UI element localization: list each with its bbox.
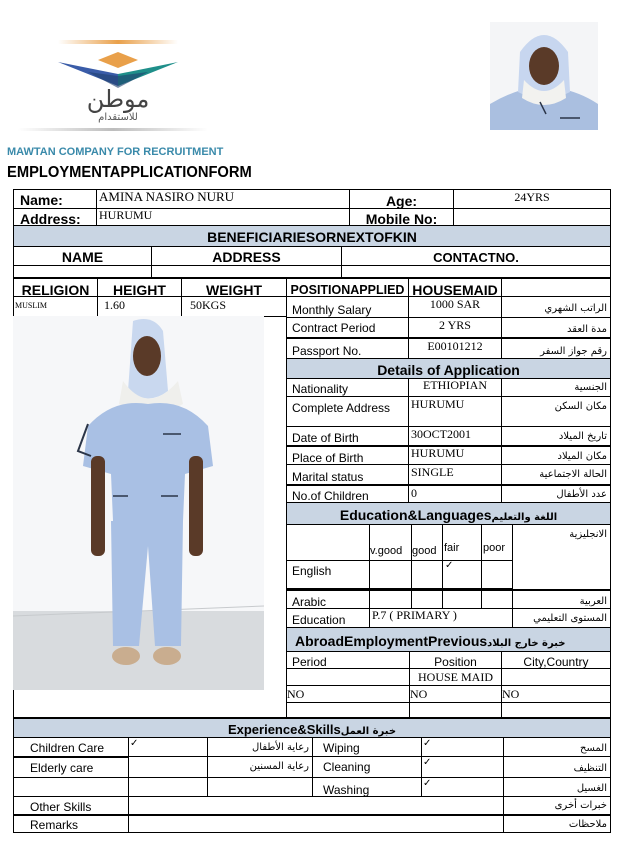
passport-arabic: رقم جواز السفر <box>501 337 611 359</box>
level-fair-header: fair <box>442 524 482 561</box>
marital-status-value[interactable]: SINGLE <box>408 464 502 485</box>
position-applied-label: POSITIONAPPLIED <box>286 277 409 297</box>
arabic-good-check[interactable] <box>411 589 443 609</box>
education-label: Education <box>286 608 370 628</box>
level-poor-header: poor <box>481 524 513 561</box>
english-vgood-check[interactable] <box>369 560 412 589</box>
washing-arabic: الغسيل <box>503 777 611 797</box>
address-label: Address: <box>13 208 97 226</box>
marital-status-label: Marital status <box>286 464 409 485</box>
abroad-row2-period[interactable]: NO <box>286 685 410 703</box>
height-header: HEIGHT <box>97 277 182 297</box>
beneficiary-name-header: NAME <box>13 246 152 266</box>
contract-period-value[interactable]: 2 YRS <box>408 317 502 338</box>
english-arabic: الانجليزية <box>512 524 611 589</box>
marital-status-arabic: الحالة الاجتماعية <box>501 464 611 485</box>
skill-blank-label <box>13 777 129 797</box>
complete-address-arabic: مكان السكن <box>501 396 611 427</box>
monthly-salary-label: Monthly Salary <box>286 296 409 318</box>
wiping-arabic: المسح <box>503 737 611 757</box>
education-title: Education&Languages <box>339 507 492 523</box>
experience-title: Experience&Skills <box>227 722 341 737</box>
beneficiary-address-header: ADDRESS <box>151 246 342 266</box>
arabic-language-label: Arabic <box>286 589 370 609</box>
education-title-arabic: اللغة والتعليم <box>491 512 558 523</box>
complete-address-label: Complete Address <box>286 396 409 427</box>
contract-period-label: Contract Period <box>286 317 409 338</box>
age-field[interactable]: 24YRS <box>453 189 611 209</box>
height-value[interactable]: 1.60 <box>97 296 182 317</box>
company-logo <box>18 36 218 132</box>
education-arabic: المستوى التعليمي <box>512 608 611 628</box>
name-label: Name: <box>13 189 97 209</box>
wiping-label: Wiping <box>312 737 422 757</box>
company-name: MAWTAN COMPANY FOR RECRUITMENT <box>7 146 224 158</box>
children-care-label: Children Care <box>13 737 129 757</box>
nationality-value[interactable]: ETHIOPIAN <box>408 378 502 397</box>
arabic-vgood-check[interactable] <box>369 589 412 609</box>
abroad-title-arabic: خبرة خارج البلاد <box>487 638 566 649</box>
weight-header: WEIGHT <box>181 277 287 297</box>
language-level-blank <box>286 524 370 561</box>
position-blank-cell <box>501 277 611 297</box>
abroad-row1-position[interactable]: HOUSE MAID <box>409 668 502 686</box>
logo-arabic-name: موطن <box>86 85 150 113</box>
skill-blank-check[interactable] <box>128 777 208 797</box>
mobile-field[interactable] <box>453 208 611 226</box>
cleaning-arabic: التنظيف <box>503 756 611 778</box>
date-of-birth-value[interactable]: 30OCT2001 <box>408 426 502 446</box>
abroad-row1-period[interactable] <box>286 668 410 686</box>
place-of-birth-value[interactable]: HURUMU <box>408 445 502 465</box>
form-title: EMPLOYMENTAPPLICATIONFORM <box>7 164 252 181</box>
passport-label: Passport No. <box>286 337 409 359</box>
children-value[interactable]: 0 <box>408 484 502 503</box>
washing-label: Washing <box>312 777 422 797</box>
passport-value[interactable]: E00101212 <box>408 337 502 359</box>
logo-orange-bar <box>58 40 178 44</box>
applicant-portrait-photo <box>490 22 598 130</box>
wiping-check[interactable]: ✓ <box>421 737 504 757</box>
abroad-row2-city[interactable]: NO <box>501 685 611 703</box>
applicant-full-body-photo <box>13 316 264 690</box>
abroad-header <box>286 627 611 652</box>
abroad-row1-city[interactable] <box>501 668 611 686</box>
name-field[interactable]: AMINA NASIRO NURU <box>96 189 350 209</box>
weight-value[interactable]: 50KGS <box>181 296 287 317</box>
place-of-birth-label: Place of Birth <box>286 445 409 465</box>
details-header: Details of Application <box>286 358 611 379</box>
logo-gray-bar <box>18 128 208 131</box>
cleaning-check[interactable]: ✓ <box>421 756 504 778</box>
abroad-period-header: Period <box>286 651 410 669</box>
english-poor-check[interactable] <box>481 560 513 589</box>
religion-header: RELIGION <box>13 277 98 297</box>
monthly-salary-arabic: الراتب الشهري <box>501 296 611 318</box>
education-value[interactable]: P.7 ( PRIMARY ) <box>369 608 513 628</box>
beneficiary-contact-header: CONTACTNO. <box>341 246 611 266</box>
level-good-header: good <box>411 524 443 561</box>
other-skills-field[interactable] <box>128 796 504 815</box>
date-of-birth-label: Date of Birth <box>286 426 409 446</box>
position-applied-value[interactable]: HOUSEMAID <box>408 277 502 297</box>
complete-address-value[interactable]: HURUMU <box>408 396 502 427</box>
children-arabic: عدد الأطفال <box>501 484 611 503</box>
experience-header <box>13 717 611 738</box>
arabic-poor-check[interactable] <box>481 589 513 609</box>
nationality-arabic: الجنسية <box>501 378 611 397</box>
education-header <box>286 502 611 525</box>
experience-title-arabic: خبرة العمل <box>340 726 397 737</box>
children-care-check[interactable]: ✓ <box>128 737 208 757</box>
abroad-city-header: City,Country <box>501 651 611 669</box>
children-label: No.of Children <box>286 484 409 503</box>
elderly-care-arabic: رعاية المسنين <box>207 756 313 778</box>
other-skills-label: Other Skills <box>13 796 129 815</box>
remarks-arabic: ملاحظات <box>503 814 611 833</box>
cleaning-label: Cleaning <box>312 756 422 778</box>
age-label: Age: <box>349 189 454 209</box>
address-field[interactable]: HURUMU <box>96 208 350 226</box>
abroad-title: AbroadEmploymentPrevious <box>295 633 488 649</box>
remarks-label: Remarks <box>13 814 129 833</box>
beneficiaries-header: BENEFICIARIESORNEXTOFKIN <box>13 225 611 247</box>
remarks-field[interactable] <box>128 814 504 833</box>
mobile-label: Mobile No: <box>349 208 454 226</box>
english-fair-check[interactable]: ✓ <box>442 560 482 589</box>
date-of-birth-arabic: تاريخ الميلاد <box>501 426 611 446</box>
children-care-arabic: رعاية الأطفال <box>207 737 313 757</box>
elderly-care-label: Elderly care <box>13 756 129 778</box>
place-of-birth-arabic: مكان الميلاد <box>501 445 611 465</box>
skill-blank-arabic <box>207 777 313 797</box>
other-skills-arabic: خبرات أخرى <box>503 796 611 815</box>
contract-period-arabic: مدة العقد <box>501 317 611 338</box>
elderly-care-check[interactable] <box>128 756 208 778</box>
abroad-row2-position[interactable]: NO <box>409 685 502 703</box>
nationality-label: Nationality <box>286 378 409 397</box>
religion-value[interactable]: MUSLIM <box>13 296 98 317</box>
level-vgood-header: v.good <box>369 524 412 561</box>
logo-arabic-subtitle: للاستقدام <box>98 112 138 123</box>
arabic-language-arabic: العربية <box>512 589 611 609</box>
washing-check[interactable]: ✓ <box>421 777 504 797</box>
abroad-position-header: Position <box>409 651 502 669</box>
monthly-salary-value[interactable]: 1000 SAR <box>408 296 502 318</box>
logo-chevron-icon <box>58 50 178 90</box>
arabic-fair-check[interactable] <box>442 589 482 609</box>
english-good-check[interactable] <box>411 560 443 589</box>
english-label: English <box>286 560 370 589</box>
